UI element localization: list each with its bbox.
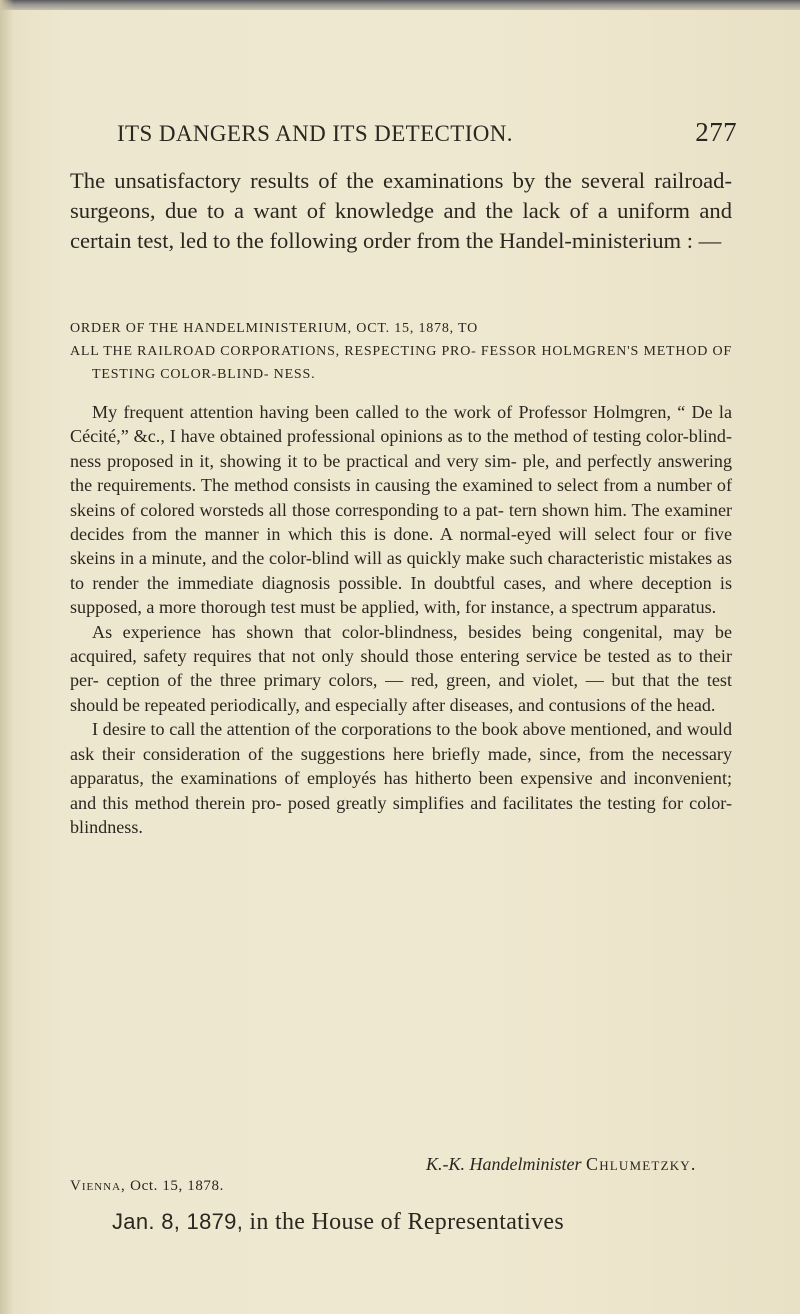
intro-paragraph: The unsatisfactory results of the examinations by the several railroad-surgeons, due to a want of knowledge and the lack of a uniform and certain test, led to the following order from the Handel-ministerium : — <box>70 168 732 253</box>
gutter-shadow <box>0 0 14 1314</box>
footer-date: Jan. 8, 1879, <box>112 1209 244 1234</box>
letter-paragraph: I desire to call the attention of the corporations to the book above mentioned, and would ask their consideration of the suggestions here briefly made, since, from the necessary apparatus, the examinations of employés has hitherto been expensive and inconvenient; and this method therein pro- posed greatly simplifies and facilitates the testing for color- blindness. <box>70 719 732 837</box>
signature <box>426 1154 697 1175</box>
letter-paragraph: My frequent attention having been called to the work of Professor Holmgren, “ De la Cécité,” &c., I have obtained professional opinions as to the method of testing color-blind- ness proposed in it, showing it to be practical and very sim- ple, and perfectly answering the requirements. The method consists in causing the examined to select from a number of skeins of colored worsteds all those corresponding to a pat- tern shown him. The examiner decides from the manner in which this is done. A normal-eyed will select four or five skeins in a minute, and the color-blind will as quickly make such characteristic mistakes as to render the immediate diagnosis possible. In doubtful cases, and where deception is supposed, a more thorough test must be applied, with, for instance, a spectrum apparatus. <box>70 402 732 618</box>
order-heading-rest: ALL THE RAILROAD CORPORATIONS, RESPECTING PRO- FESSOR HOLMGREN'S METHOD OF TESTING COLOR-BLIND- NESS. <box>70 343 732 382</box>
dateline-city: Vienna, <box>70 1178 126 1194</box>
dateline-date: Oct. 15, 1878. <box>130 1178 224 1194</box>
running-title: ITS DANGERS AND ITS DETECTION. <box>117 121 513 146</box>
signature-title: K.-K. Handelminister <box>426 1154 582 1174</box>
letter-paragraph: As experience has shown that color-blindness, besides being congenital, may be acquired, safety requires that not only should those entering service be tested as to their per- ception of the three primary colors, — red, green, and violet, — but that the test should be repeated periodically, and especially after diseases, and contusions of the head. <box>70 621 732 715</box>
order-heading <box>70 318 732 386</box>
order-heading-line1: ORDER OF THE HANDELMINISTERIUM, OCT. 15, 1878, TO <box>70 321 478 336</box>
page-number: 277 <box>695 117 737 147</box>
dateline <box>70 1178 224 1195</box>
order-letter <box>70 400 732 839</box>
signature-name: Chlumetzky. <box>586 1154 697 1174</box>
intro-section <box>70 166 732 256</box>
footer-line <box>112 1209 564 1236</box>
footer-place: in the House of Representatives <box>249 1209 564 1235</box>
page-top-edge <box>0 0 800 10</box>
